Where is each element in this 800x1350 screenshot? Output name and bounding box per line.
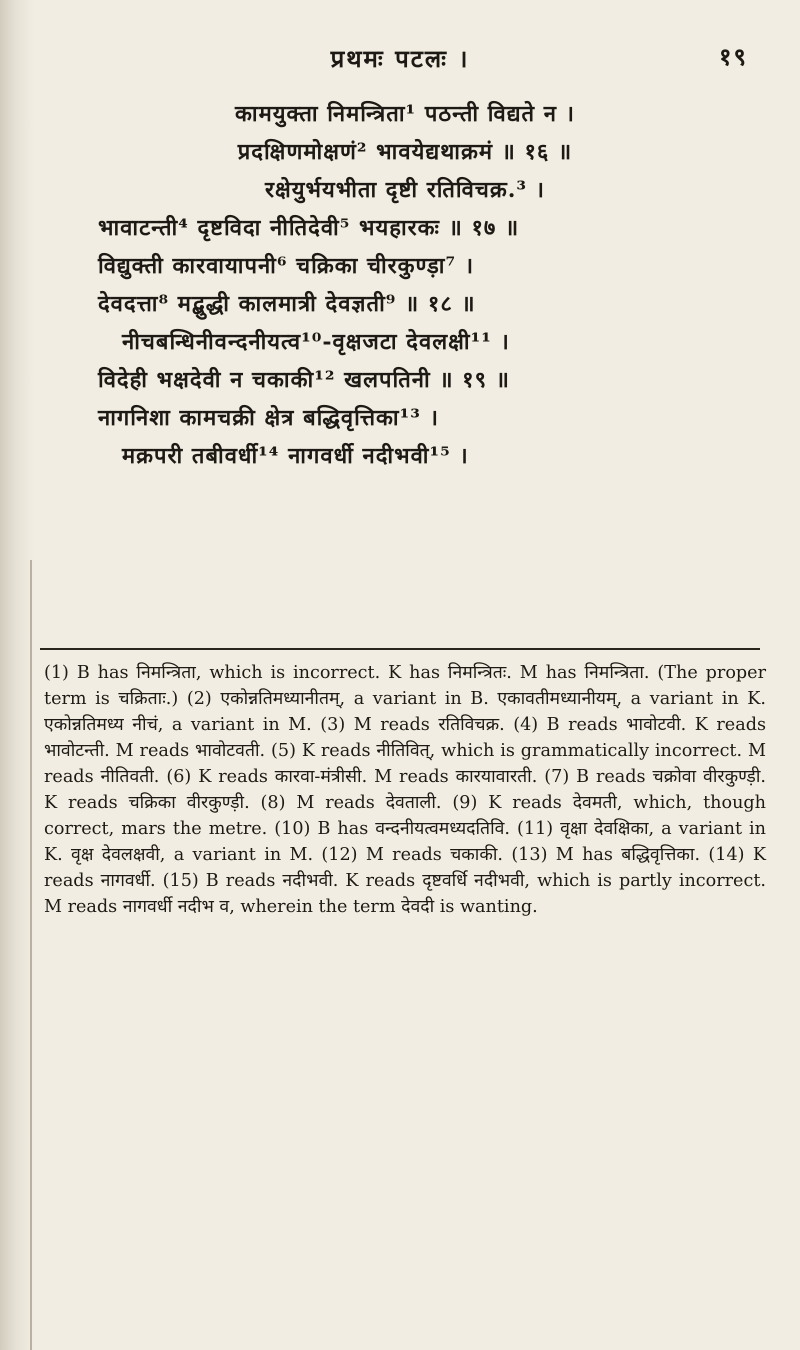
verse-line: देवदत्ता⁸ मद्बुद्धी कालमात्री देवज्ञती⁹ ॥ १८ ॥	[98, 291, 476, 317]
verse-line: मक्रपरी तबीवर्धी¹⁴ नागवर्धी नदीभवी¹⁵ ।	[122, 443, 469, 469]
verse-block	[50, 95, 760, 475]
verse-line: भावाटन्ती⁴ दृष्टविदा नीतिदेवी⁵ भयहारकः ॥ १७ ॥	[98, 215, 520, 241]
running-title: प्रथमः पटलः ।	[330, 43, 470, 73]
verse-line: प्रदक्षिणमोक्षणं² भावयेद्यथाक्रमं ॥ १६ ॥	[237, 139, 573, 165]
verse-line: नीचबन्धिनीवन्दनीयत्व¹⁰-वृक्षजटा देवलक्षी¹¹ ।	[122, 329, 510, 355]
footnote-text: (1) B has निमन्त्रिता, which is incorrect. K has निमन्त्रितः. M has निमन्त्रिता. (The proper term is चक्रिताः.) (2) एकोन्नतिमध्यानीतम्, a variant in B. एकावतीमध्यानीयम्, a variant in K. एकोन्नतिमध्य नीचं, a variant in M. (3) M reads रतिविचक्र. (4) B reads भावोटवी. K reads भावोटन्ती. M reads भावोटवती. (5) K reads नीतिवित्, which is grammatically incorrect. M reads नीतिवती. (6) K reads कारवा-मंत्रीसी. M reads कारयावारती. (7) B reads चक्रोवा वीरकुण्ड़ी. K reads चक्रिका वीरकुण्ड़ी. (8) M reads देवताली. (9) K reads देवमती, which, though correct, mars the metre. (10) B has वन्दनीयत्वमध्यदतिवि. (11) वृक्षा देवक्षिका, a variant in K. वृक्ष देवलक्षवी, a variant in M. (12) M reads चकाकी. (13) M has बद्धिवृत्तिका. (14) K reads नागवर्धी. (15) B reads नदीभवी. K reads दृष्टवर्धि नदीभवी, which is partly incorrect. M reads नागवर्धी नदीभ व, wherein the term देवदी is wanting.	[44, 663, 766, 917]
page-number: १९	[719, 42, 748, 71]
verse-line: विदेही भक्षदेवी न चकाकी¹² खलपतिनी ॥ १९ ॥	[98, 367, 510, 393]
page-edge-line	[30, 560, 32, 1350]
verse-line: नागनिशा कामचक्री क्षेत्र बद्धिवृत्तिका¹³ ।	[98, 405, 439, 431]
verse-line: रक्षेयुर्भयभीता दृष्टी रतिविचक्र.³ ।	[264, 177, 546, 203]
running-header	[0, 40, 800, 76]
verse-line: कामयुक्ता निमन्त्रिता¹ पठन्ती विद्यते न ।	[235, 101, 575, 127]
page-binding-shadow	[0, 0, 34, 1350]
verse-line: विद्युक्ती कारवायापनी⁶ चक्रिका चीरकुण्ड़ा⁷ ।	[98, 253, 475, 279]
footnotes	[44, 660, 766, 920]
footnote-divider	[40, 648, 760, 650]
